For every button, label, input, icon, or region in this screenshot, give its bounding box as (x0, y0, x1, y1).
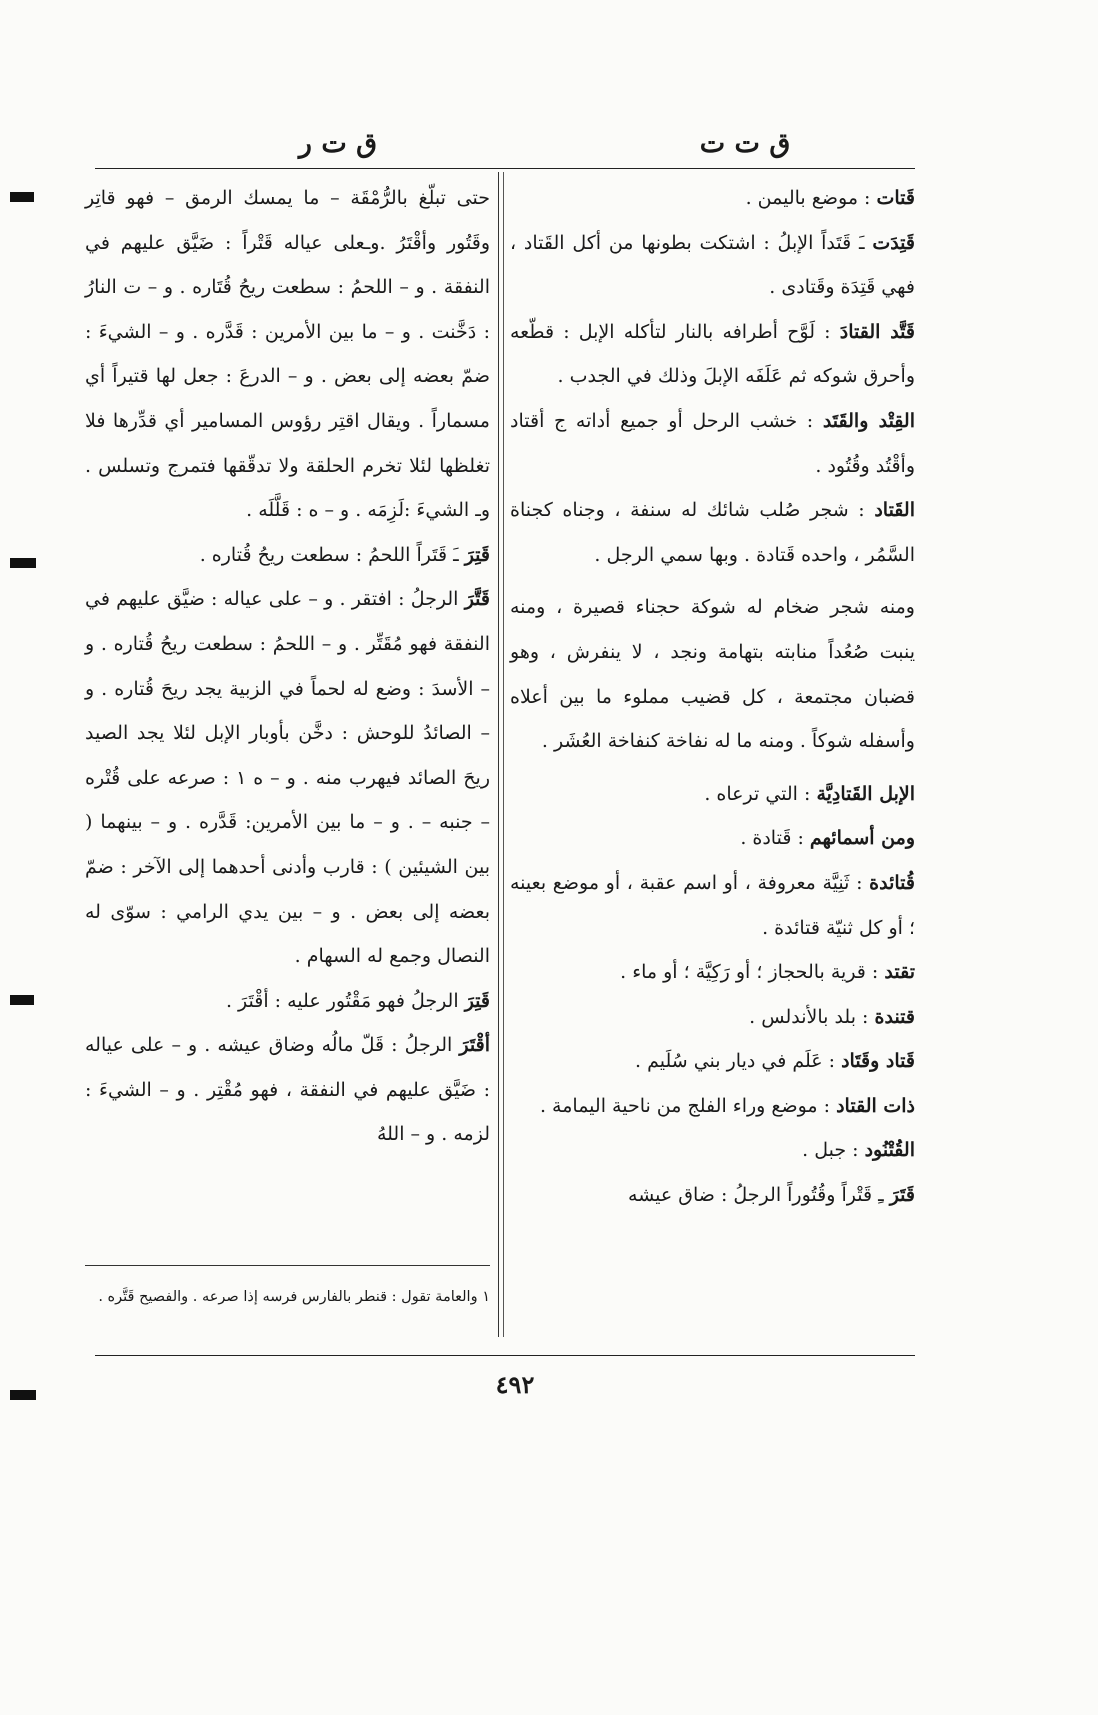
entry (510, 221, 915, 310)
headword: قَتَّرَ (464, 588, 490, 611)
definition: الرجلُ : قَلّ مالُه وضاق عيشه . و – على عياله : ضَيَّق عليهم في النفقة ، فهو مُقْتِر . و – الشيءَ : لزمه . و – اللهُ (85, 1034, 490, 1146)
margin-mark (10, 558, 36, 568)
headword: قَتِدَت (872, 231, 915, 254)
entry (510, 585, 915, 763)
definition: : قرية بالحجاز ؛ أو رَكِيَّة ؛ أو ماء . (620, 961, 879, 984)
definition: : موضع وراء الفلج من ناحية اليمامة . (539, 1094, 831, 1117)
headword: تقتد (884, 961, 915, 984)
column-divider (498, 172, 499, 1337)
entry (510, 310, 915, 399)
entry (510, 950, 915, 995)
headword: القَتاد (874, 499, 915, 522)
headword: أقْتَرَ (459, 1034, 490, 1057)
top-rule (95, 168, 915, 169)
headword: قَتات (876, 187, 915, 209)
entry (510, 861, 915, 950)
definition: ـِ قَتْراً وقُتُوراً الرجلُ : ضاق عيشه (628, 1184, 884, 1207)
entry (510, 1173, 915, 1218)
entry (510, 772, 915, 817)
definition: : موضع باليمن . (745, 187, 871, 209)
headword: القِتْد والقَتَد (822, 409, 915, 432)
entry (510, 995, 915, 1040)
definition: الرجلُ فهو مَقْتُور عليه : أقْتَرَ . (225, 989, 459, 1012)
entry (510, 1039, 915, 1084)
entry (85, 533, 490, 578)
margin-mark (10, 995, 34, 1005)
entry (510, 176, 915, 221)
headword: قَتِرَ (464, 989, 490, 1012)
headword: قتندة (874, 1005, 915, 1028)
entry (510, 1084, 915, 1129)
entry (510, 1128, 915, 1173)
margin-mark (10, 1390, 36, 1400)
entry (85, 1023, 490, 1157)
entry (510, 488, 915, 577)
header-root-left: ق ت ر (298, 128, 378, 159)
left-column (85, 176, 490, 1157)
definition: : ثَنِيَّة معروفة ، أو اسم عقبة ، أو موضع بعينه ؛ أو كل ثنيّة قتائدة . (510, 871, 915, 939)
headword: قَتَّد القتادَ (839, 320, 915, 343)
footnote: ١ والعامة تقول : قنطر بالفارس فرسه إذا صرعه . والفصيح قَتَّره . (98, 1289, 490, 1305)
definition: الرجلُ : افتقر . و – على عياله : ضيَّق عليهم في النفقة فهو مُقَتِّر . و – اللحمُ : سطعت ريحُ قُتاره . و – الأسدَ : وضع له لحماً في الزبية يجد ريحَ قُتاره . و – الصائدُ للوحش : دخَّن بأوبار الإبل لئلا يجد الصيد ريحَ الصائد فيهرب منه . و – ه ١ : صرعه على قُتْره – جنبه – . و – ما بين الأمرين: قَدَّره . و – بينهما ( بين الشيئين ) : قارب وأدنى أحدهما إلى الآخر : ضمّ بعضه إلى بعض . و – بين يدي الرامي : سوّى له النصال وجمع له السهام . (85, 588, 490, 968)
entry (85, 176, 490, 533)
headword: قَتَرَ (889, 1184, 915, 1207)
definition: ـَ قَتَراً اللحمُ : سطعت ريحُ قُتاره . (199, 543, 459, 566)
headword: القُتْنُود (864, 1139, 915, 1162)
column-divider-inner (503, 172, 504, 1337)
headword: الإبل القَتادِيَّة (816, 782, 915, 805)
page-number: ٤٩٢ (495, 1370, 535, 1399)
entry (510, 816, 915, 861)
headword: ذات القتاد (836, 1094, 915, 1117)
headword: ومن أسمائهم (809, 827, 915, 850)
definition: ـَ قَتَداً الإبلُ : اشتكت بطونها من أكل القَتاد ، فهي قَتِدَة وقَتادى . (510, 231, 915, 299)
definition: : التي ترعاه . (704, 782, 811, 805)
definition: : خشب الرحل أو جميع أداته ج أقتاد وأقْتُد وقُتُود . (510, 409, 915, 477)
definition: : شجر صُلب شائك له سنفة ، وجناه كجناة السَّمُر ، واحده قَتادة . وبها سمي الرجل . (510, 499, 915, 566)
entry (510, 399, 915, 488)
right-column (510, 176, 915, 1218)
definition: ومنه شجر ضخام له شوكة حجناء قصيرة ، ومنه ينبت صُعُداً منابته بتهامة ونجد ، لا ينفرش ، وهو قضبان مجتمعة ، كل قضيب مملوء ما بين أعلاه وأسفله شوكاً . ومنه ما له نفاخة كنفاخة العُشَر . (510, 596, 915, 753)
headword: قُتائدة (869, 871, 915, 894)
definition: : عَلَم في ديار بني سُلَيم . (635, 1050, 836, 1073)
definition: : لَوَّح أطرافه بالنار لتأكله الإبل : قطّعه وأحرق شوكه ثم عَلَفَه الإبلَ وذلك في الجدب . (510, 320, 915, 388)
definition: : بلد بالأندلس . (749, 1005, 869, 1028)
headword: قَتِرَ (464, 543, 490, 566)
header-root-right: ق ت ت (699, 128, 791, 159)
definition: : قَتادة . (740, 827, 804, 850)
entry (85, 979, 490, 1024)
bottom-rule (95, 1355, 915, 1356)
definition: : جبل . (802, 1139, 859, 1162)
footnote-rule (85, 1265, 490, 1266)
entry (85, 577, 490, 978)
headword: قَتاد وقَتَاد (841, 1050, 915, 1073)
margin-mark (10, 192, 34, 202)
definition: حتى تبلّغ بالرُّمْقَة – ما يمسك الرمق – فهو قاتِر وقَتُور وأقْتَرُ .وـعلى عياله قَتْراً : ضَيَّق عليهم في النفقة . و – اللحمُ : سطعت ريحُ قُتَاره . و – ت النارُ : دَخَّنت . و – ما بين الأمرين : قَدَّره . و – الشيءَ : ضمّ بعضه إلى بعض . و – الدرعَ : جعل لها قتيراً أي مسماراً . ويقال اقتِر رؤوس المسامير أي قدِّرها فلا تغلظها لئلا تخرم الحلقة ولا تدقّقها فتمرج وتسلس . وـ الشيءَ :لَزِمَه . و – ه : قَلَّلَه . (85, 187, 490, 522)
